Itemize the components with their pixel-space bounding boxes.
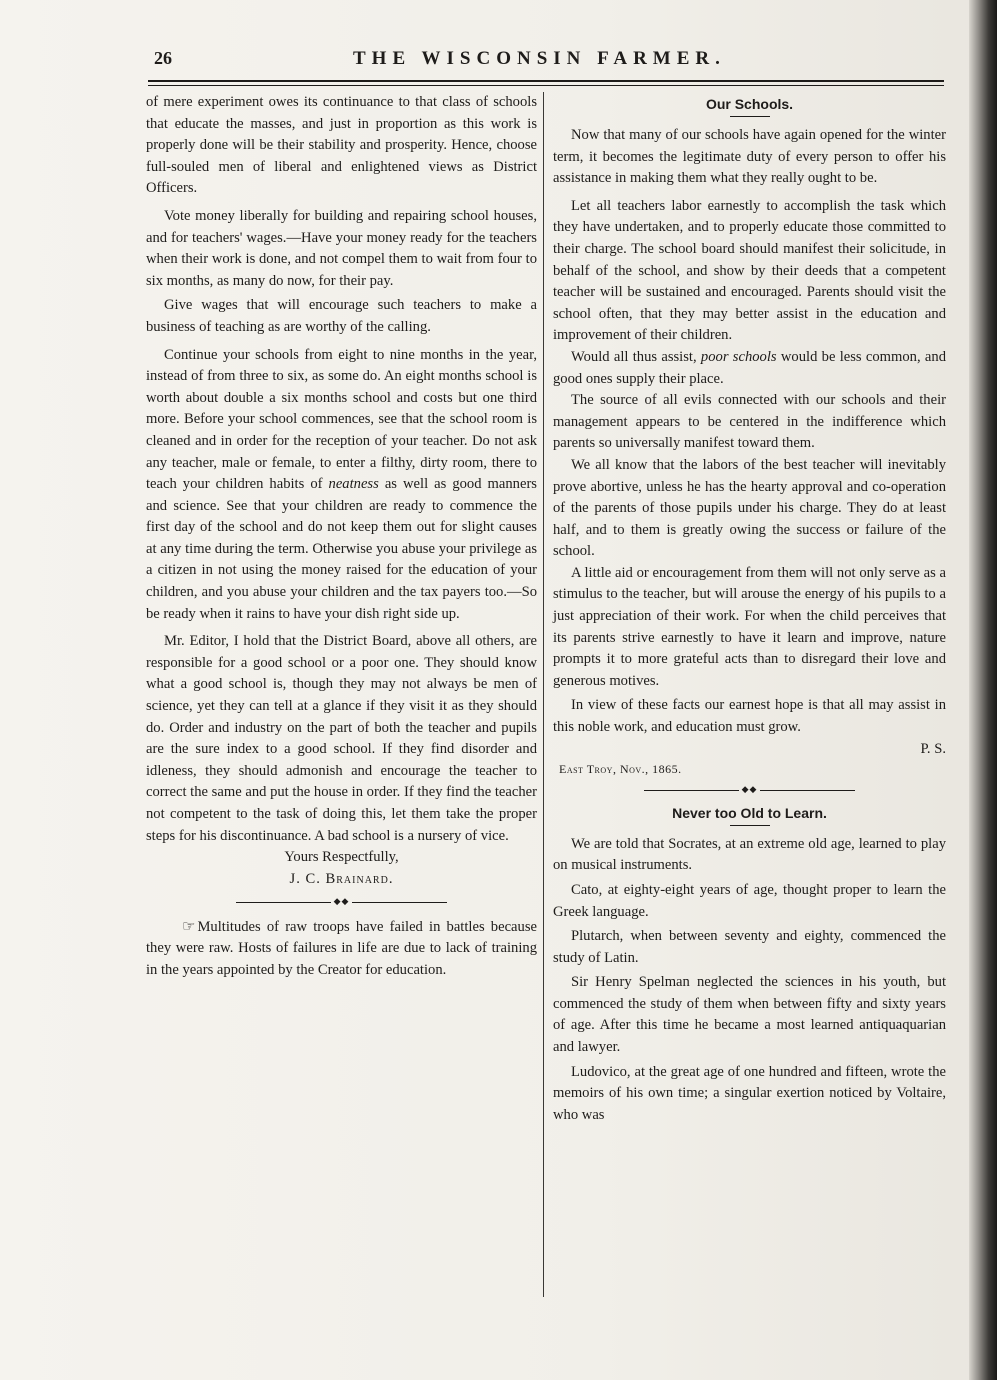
right-paragraph-1: Now that many of our schools have again opened for the winter term, it becomes the legitimate duty of every person to offer his assistance in making them what they really ought to be. [553, 127, 946, 187]
left-paragraph-4-cont: as well as good manners and science. See that your children are ready to commence the first day of the school and do not keep them out for slight causes at any time during the term. Otherwise you abuse your privilege as a citizen in not using the money raised for the education of your children, and you abuse your children and the tax payers too.—So be ready when it rains to have your dish right side up. [146, 476, 537, 622]
italic-poor-schools: poor schools [700, 348, 777, 365]
dateline: East Troy, Nov., 1865. [559, 762, 682, 777]
pointing-hand-icon: ☞ [182, 918, 196, 935]
title-rule [730, 116, 770, 117]
left-column [146, 92, 537, 982]
left-paragraph-4-text: Continue your schools from eight to nine months in the year, instead of from three to six, as some do. An eight months school is worth about double a six months school and costs but one third more. Before your school commences, see that the school room is cleaned and in order for the reception of your teacher. Do not ask any teacher, male or female, to enter a filthy, dirty room, there to teach your children habits of [146, 346, 537, 493]
right-paragraph-7: In view of these facts our earnest hope is that all may assist in this noble work, and education must grow. [553, 697, 946, 736]
right-paragraph-2: Let all teachers labor earnestly to accomplish the task which they have undertaken, and to properly educate those committed to their charge. The school board should manifest their solicitude, in behalf of the school, and show by their deeds that a competent teacher will be sustained and encouraged. Parents should visit the school often, that they may better assist in the education and improvement of their children. [553, 197, 946, 344]
right-paragraph-4: The source of all evils connected with our schools and their management appears to be centered in the indifference which parents so universally manifest toward them. [553, 392, 946, 452]
right-paragraph-5: We all know that the labors of the best teacher will inevitably prove abortive, unless he has the hearty approval and co-operation of the parents of those pupils under his charge. They do at least half, and to them is greatly owing the success or failure of the school. [553, 456, 946, 560]
left-paragraph-4 [146, 345, 537, 626]
right-paragraph-6: A little aid or encouragement from them will not only serve as a stimulus to the teacher, but will arouse the energy of his pupils to a just appreciation of their work. For when the child perceives that its parents strive earnestly to have it learn and improve, nature prompts it to more grateful acts than to disregard their love and generous motives. [553, 564, 946, 689]
separator-ornament-left: ◆◆ [146, 896, 537, 909]
right2-paragraph-5: Ludovico, at the great age of one hundred and fifteen, wrote the memoirs of his own time; a singular exertion noticed by Voltaire, who was [553, 1063, 946, 1123]
right2-paragraph-2: Cato, at eighty-eight years of age, thought proper to learn the Greek language. [553, 881, 946, 920]
right-paragraph-3 [553, 347, 946, 390]
left-paragraph-5: Mr. Editor, I hold that the District Board, above all others, are responsible for a good school or a poor one. They should know what a good school is, though they may not always be men of science, yet they can tell at a glance if they visit it as they should do. Order and industry on the part of both the teacher and pupils are the sure index to a good school. If they find disorder and idleness, they should admonish and encourage the teacher to correct the same and put the house in order. If they find the teacher not competent to the task of doing this, let them take the proper steps for his discontinuance. A bad school is a nursery of vice. [146, 633, 537, 844]
right2-paragraph-3: Plutarch, when between seventy and eighty, commenced the study of Latin. [553, 928, 946, 966]
would-suffix: would be less [780, 348, 862, 365]
column-divider [543, 92, 544, 1297]
would-cont: common, and good ones supply their place. [553, 348, 946, 387]
title-rule-2 [730, 825, 770, 826]
left-final-paragraph [146, 917, 537, 982]
initials: P. S. [920, 740, 946, 757]
would-prefix: Would all thus assist, [571, 348, 697, 365]
signature: J. C. Brainard. [289, 870, 394, 887]
left-paragraph-1: of mere experiment owes its continuance to that class of schools that educate the masses, and just in proportion as this work is properly done will be their stability and prosperity. Hence, choose full-souled men of liberal and enlightened views as District Officers. [146, 94, 537, 197]
page-number: 26 [154, 48, 172, 68]
page-header [148, 46, 944, 74]
masthead-title: THE WISCONSIN FARMER. [353, 48, 726, 69]
right2-paragraph-1: We are told that Socrates, at an extreme old age, learned to play on musical instruments. [553, 835, 946, 874]
italic-neatness: neatness [328, 476, 379, 493]
right2-paragraph-4: Sir Henry Spelman neglected the sciences in his youth, but commenced the study of them when between fifty and sixty years of age. After this time he became a most learned antiquaquarian and lawyer. [553, 974, 946, 1056]
header-rule [148, 80, 944, 82]
left-paragraph-2: Vote money liberally for building and repairing school houses, and for teachers' wages.—Have your money ready for the teachers when their work is done, and not compel them to wait from four to six months, as many do now, for their pay. [146, 207, 537, 289]
left-final-text: Multitudes of raw troops have failed in battles because they were raw. Hosts of failures in life are due to lack of training in the years appointed by the Creator for education. [146, 918, 537, 979]
article-title-never-too-old: Never too Old to Learn. [672, 804, 827, 821]
right-column [553, 92, 946, 1126]
separator-ornament-right: ◆◆ [553, 784, 946, 797]
page-edge-shadow [969, 0, 997, 1380]
closing-salutation: Yours Respectfully, [284, 849, 399, 866]
header-rule-thin [148, 85, 944, 86]
initials-row [553, 739, 946, 761]
left-paragraph-3: Give wages that will encourage such teachers to make a business of teaching as are worthy of the calling. [146, 297, 537, 335]
article-title-our-schools: Our Schools. [705, 96, 794, 112]
